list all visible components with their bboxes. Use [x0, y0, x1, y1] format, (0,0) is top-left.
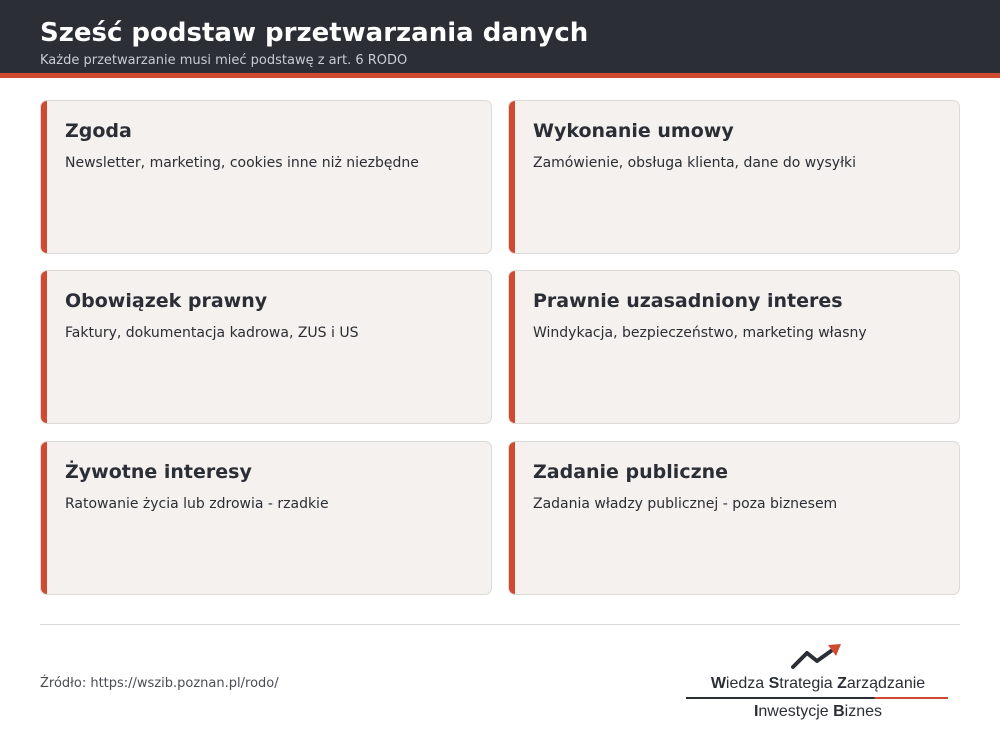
source-note: Źródło: https://wszib.poznan.pl/rodo/ [40, 676, 279, 691]
card-title: Zgoda [65, 120, 132, 142]
company-logo [686, 640, 950, 730]
card-description: Zadania władzy publicznej - poza biznesem [533, 496, 838, 512]
logo-text-line2: Inwestycje Biznes [753, 703, 883, 720]
card-title: Obowiązek prawny [65, 290, 268, 312]
page-subtitle: Każde przetwarzanie musi mieć podstawę z art. 6 RODO [40, 53, 408, 68]
card-accent-bar [509, 442, 515, 594]
trend-up-arrow-icon [791, 643, 843, 671]
card-zadanie-publiczne [508, 441, 960, 595]
card-description: Newsletter, marketing, cookies inne niż niezbędne [65, 155, 419, 171]
card-title: Zadanie publiczne [533, 461, 729, 483]
logo-rule [686, 697, 948, 699]
card-accent-bar [41, 271, 47, 423]
card-zgoda [40, 100, 492, 254]
card-description: Ratowanie życia lub zdrowia - rzadkie [65, 496, 329, 512]
footer-divider [40, 624, 960, 625]
card-prawnie-uzasadniony-interes [508, 270, 960, 424]
card-title: Żywotne interesy [65, 461, 252, 483]
card-accent-bar [509, 101, 515, 253]
logo-text-line1: Wiedza Strategia Zarządzanie [710, 675, 926, 692]
card-zywotne-interesy [40, 441, 492, 595]
page-title: Sześć podstaw przetwarzania danych [40, 18, 589, 48]
card-description: Zamówienie, obsługa klienta, dane do wysyłki [533, 155, 857, 171]
card-title: Prawnie uzasadniony interes [533, 290, 843, 312]
card-title: Wykonanie umowy [533, 120, 734, 142]
page-header [0, 0, 1000, 73]
card-wykonanie-umowy [508, 100, 960, 254]
header-accent-line [0, 73, 1000, 78]
card-accent-bar [509, 271, 515, 423]
card-description: Windykacja, bezpieczeństwo, marketing własny [533, 325, 867, 341]
card-accent-bar [41, 101, 47, 253]
card-obowiazek-prawny [40, 270, 492, 424]
card-accent-bar [41, 442, 47, 594]
card-description: Faktury, dokumentacja kadrowa, ZUS i US [65, 325, 359, 341]
